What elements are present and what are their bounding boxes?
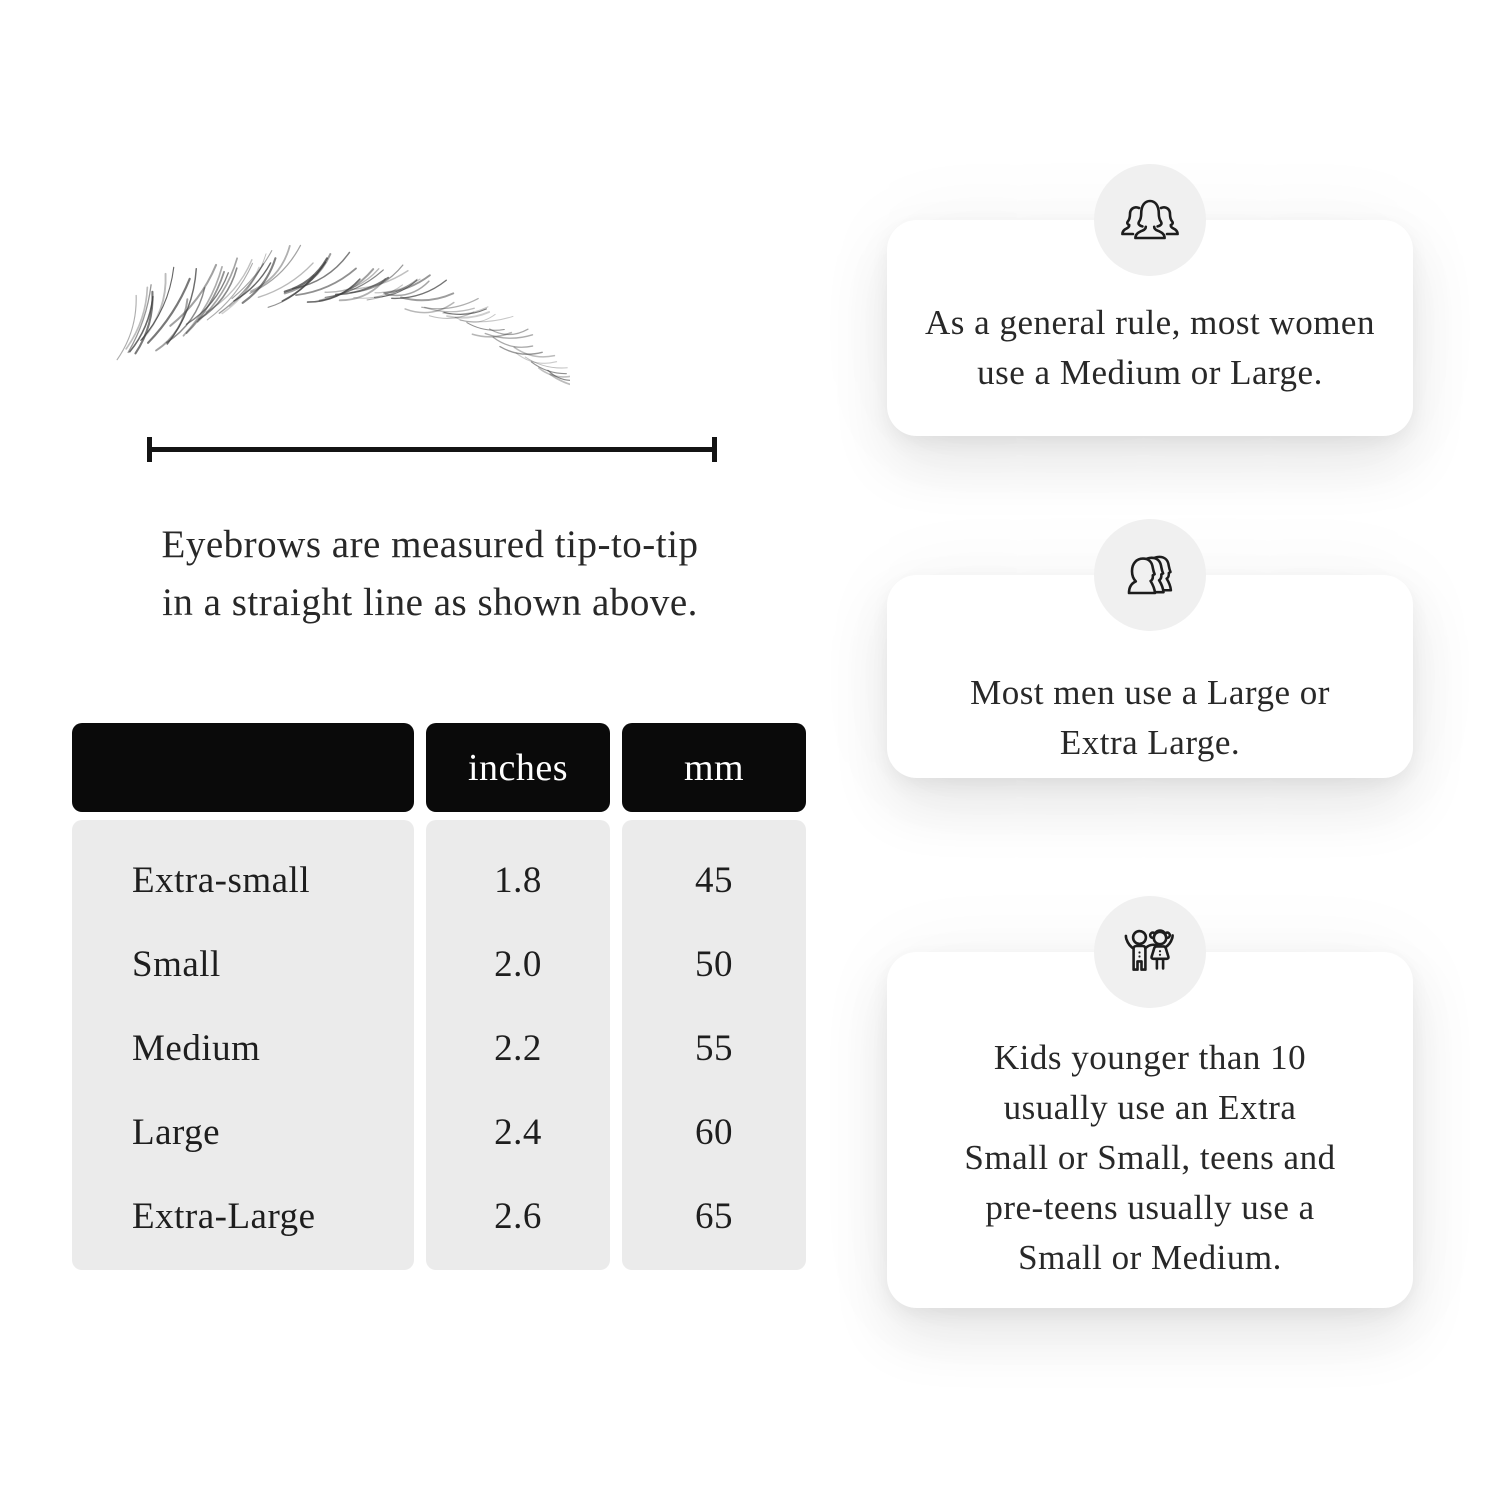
table-cell-label: Large [132,1111,221,1153]
table-cell-inches: 2.0 [494,943,542,985]
card-text-line: pre-teens usually use a [985,1188,1315,1227]
size-table-header-inches: inches [426,723,610,812]
size-table-header-blank [72,723,414,812]
card-text-line: Most men use a Large or [970,672,1330,712]
size-table-header-mm: mm [622,723,806,812]
measurement-line-right-tick [712,437,717,462]
table-cell-label: Extra-small [132,859,311,901]
table-cell-mm: 45 [695,859,733,901]
table-cell-mm: 65 [695,1195,733,1237]
table-cell-mm: 50 [695,943,733,985]
measurement-caption-line2: in a straight line as shown above. [162,581,698,624]
size-table-mm-column [622,820,806,1270]
table-cell-mm: 60 [695,1111,733,1153]
women-group-icon [1119,195,1181,245]
kids-icon-circle [1094,896,1206,1008]
men-group-icon [1119,550,1181,600]
table-cell-label: Medium [132,1027,261,1069]
size-table-label-column [72,820,414,1270]
women-icon-circle [1094,164,1206,276]
measurement-caption-line1: Eyebrows are measured tip-to-tip [161,523,699,566]
card-text-line: Kids younger than 10 [993,1038,1307,1077]
card-text-line: Small or Small, teens and [964,1138,1336,1177]
table-cell-inches: 2.4 [494,1111,542,1153]
card-text-line: use a Medium or Large. [977,353,1323,392]
size-table-body [72,820,806,1270]
measurement-line-left-tick [147,437,152,462]
table-cell-inches: 2.6 [494,1195,542,1237]
men-icon-circle [1094,519,1206,631]
table-cell-mm: 55 [695,1027,733,1069]
table-cell-label: Extra-Large [132,1195,316,1237]
kids-icon [1119,925,1181,979]
size-table-header-row [72,723,806,812]
measurement-line [148,447,716,452]
size-table-inches-column [426,820,610,1270]
card-text-line: Small or Medium. [1018,1238,1282,1277]
table-cell-inches: 2.2 [494,1027,542,1069]
card-text-line: usually use an Extra [1003,1088,1297,1127]
table-cell-inches: 1.8 [494,859,542,901]
card-text-line: Extra Large. [1059,722,1241,762]
measurement-caption [80,516,780,632]
size-table [72,723,806,1270]
eyebrow-illustration [105,240,570,405]
table-cell-label: Small [132,943,221,985]
card-text-line: As a general rule, most women [925,303,1375,342]
